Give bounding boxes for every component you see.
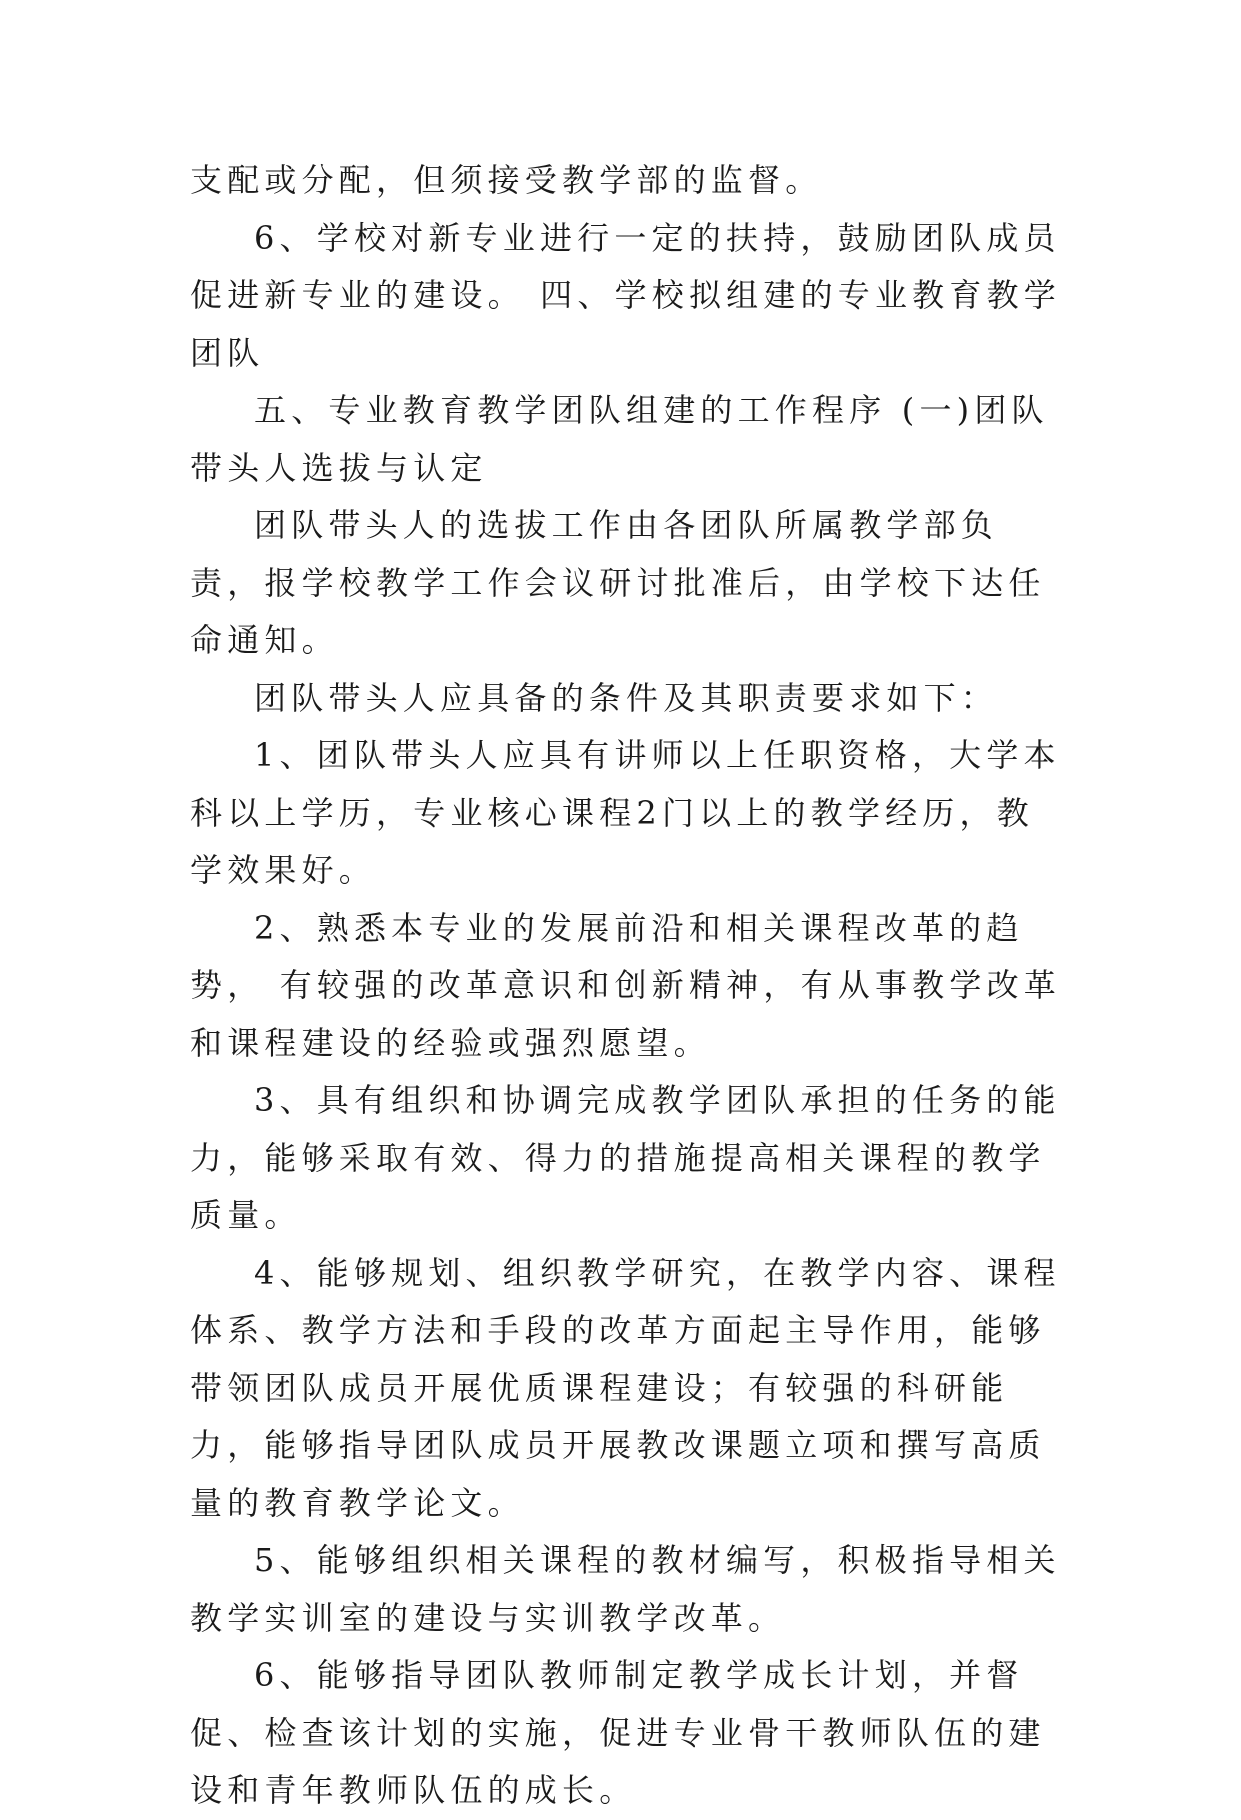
paragraph: 2、熟悉本专业的发展前沿和相关课程改革的趋势， 有较强的改革意识和创新精神，有从事教学改革和课程建设的经验或强烈愿望。: [190, 908, 1061, 1062]
paragraph: 团队带头人应具备的条件及其职责要求如下：: [254, 678, 999, 717]
paragraph: 6、学校对新专业进行一定的扶持，鼓励团队成员促进新专业的建设。 四、学校拟组建的专业教育教学团队: [190, 218, 1061, 372]
paragraph: 支配或分配，但须接受教学部的监督。: [190, 161, 823, 199]
paragraph: 1、团队带头人应具有讲师以上任职资格，大学本科以上学历，专业核心课程2门以上的教学经历，教学效果好。: [190, 736, 1061, 889]
paragraph: 3、具有组织和协调完成教学团队承担的任务的能力，能够采取有效、得力的措施提高相关课程的教学质量。: [190, 1081, 1061, 1234]
document-body: [190, 152, 1070, 1820]
paragraph: 团队带头人的选拔工作由各团队所属教学部负责，报学校教学工作会议研讨批准后，由学校下达任命通知。: [190, 506, 1046, 659]
paragraph: 4、能够规划、组织教学研究，在教学内容、课程体系、教学方法和手段的改革方面起主导作用，能够带领团队成员开展优质课程建设；有较强的科研能力，能够指导团队成员开展教改课题立项和撰写高质量的教育教学论文。: [190, 1253, 1061, 1522]
paragraph: 5、能够组织相关课程的教材编写，积极指导相关教学实训室的建设与实训教学改革。: [190, 1541, 1061, 1637]
paragraph: 五、专业教育教学团队组建的工作程序 (一)团队带头人选拔与认定: [190, 391, 1049, 487]
paragraph: 6、能够指导团队教师制定教学成长计划，并督促、检查该计划的实施，促进专业骨干教师队伍的建设和青年教师队伍的成长。: [190, 1656, 1046, 1809]
